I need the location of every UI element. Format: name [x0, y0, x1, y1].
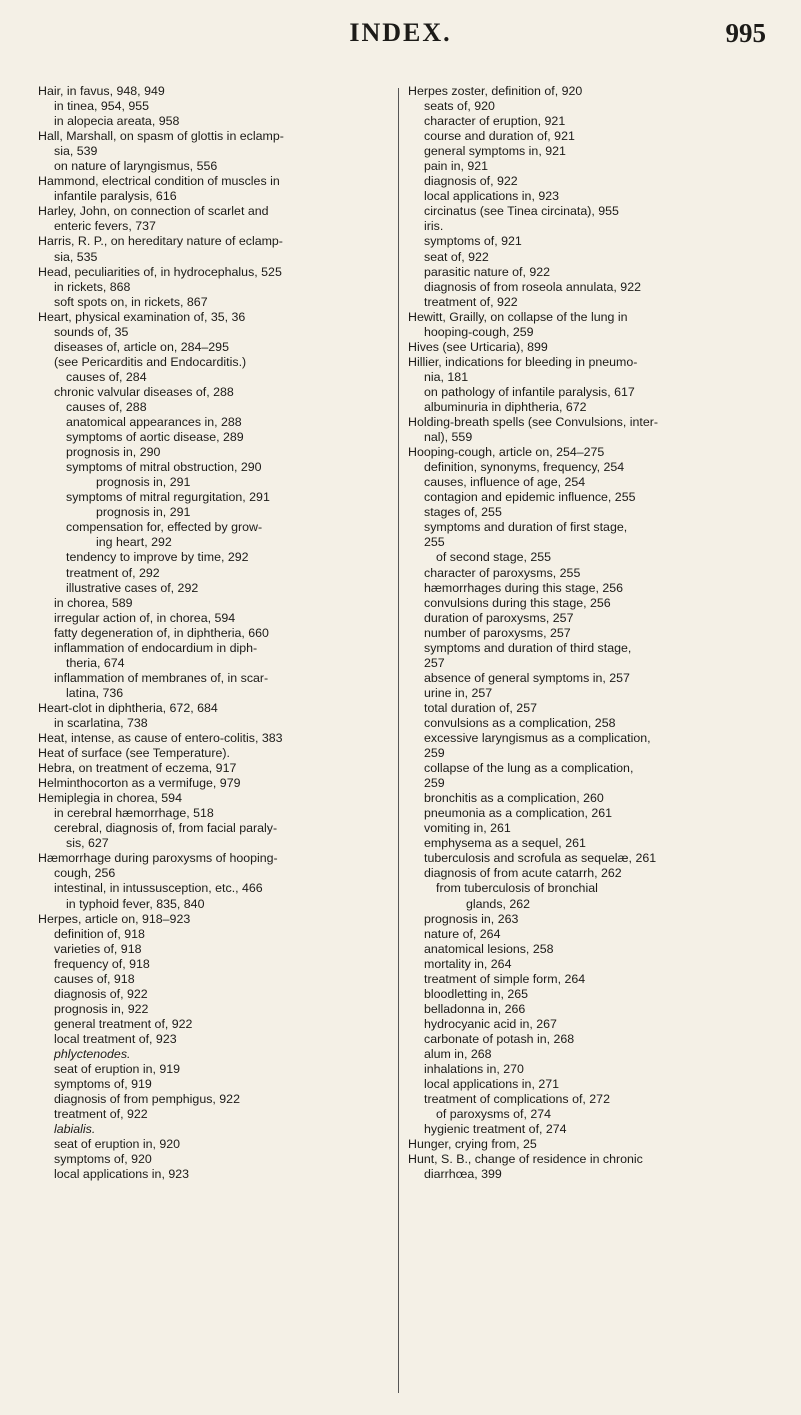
- index-entry: 259: [424, 746, 445, 761]
- index-entry: irregular action of, in chorea, 594: [54, 610, 236, 625]
- index-entry: 255: [424, 535, 445, 550]
- index-entry: collapse of the lung as a complication,: [424, 761, 634, 776]
- index-entry: labialis.: [54, 1122, 96, 1137]
- index-entry: Hammond, electrical condition of muscles in: [38, 174, 280, 189]
- index-entry: symptoms of, 920: [54, 1152, 152, 1167]
- index-entry: causes of, 284: [66, 369, 147, 384]
- index-entry: Hæmorrhage during paroxysms of hooping-: [38, 851, 278, 866]
- index-entry: pain in, 921: [424, 159, 489, 174]
- index-entry: sounds of, 35: [54, 324, 129, 339]
- index-entry: symptoms of, 921: [424, 234, 522, 249]
- index-entry: prognosis in, 291: [96, 505, 191, 520]
- index-entry: infantile paralysis, 616: [54, 189, 177, 204]
- index-entry: Hunt, S. B., change of residence in chronic: [408, 1152, 643, 1167]
- index-entry: prognosis in, 290: [66, 445, 161, 460]
- index-entry: hydrocyanic acid in, 267: [424, 1016, 557, 1031]
- index-entry: hygienic treatment of, 274: [424, 1122, 567, 1137]
- page-number: 995: [725, 18, 766, 48]
- index-entry: diarrhœa, 399: [424, 1167, 502, 1182]
- index-entry: bloodletting in, 265: [424, 986, 529, 1001]
- index-entry: 259: [424, 776, 445, 791]
- index-entry: local applications in, 271: [424, 1077, 560, 1092]
- index-entry: Hives (see Urticaria), 899: [408, 339, 548, 354]
- index-entry: mortality in, 264: [424, 956, 512, 971]
- right-index-column: [408, 84, 773, 1182]
- index-entry: emphysema as a sequel, 261: [424, 836, 586, 851]
- index-entry: varieties of, 918: [54, 941, 142, 956]
- index-entry: diagnosis of from pemphigus, 922: [54, 1092, 240, 1107]
- index-entry: in rickets, 868: [54, 279, 131, 294]
- index-entry: causes of, 918: [54, 971, 135, 986]
- index-entry: seats of, 920: [424, 99, 495, 114]
- index-entry: Hemiplegia in chorea, 594: [38, 791, 182, 806]
- index-entry: Herpes, article on, 918–923: [38, 911, 191, 926]
- index-entry: Head, peculiarities of, in hydrocephalus, 525: [38, 264, 282, 279]
- index-entry: Hunger, crying from, 25: [408, 1137, 537, 1152]
- page-header: [0, 18, 801, 58]
- index-entry: Heart, physical examination of, 35, 36: [38, 309, 246, 324]
- index-entry: stages of, 255: [424, 505, 502, 520]
- index-entry: sia, 539: [54, 144, 98, 159]
- index-entry: Hebra, on treatment of eczema, 917: [38, 761, 237, 776]
- index-entry: symptoms of mitral obstruction, 290: [66, 460, 262, 475]
- index-entry: absence of general symptoms in, 257: [424, 670, 630, 685]
- index-entry: pneumonia as a complication, 261: [424, 806, 613, 821]
- index-entry: soft spots on, in rickets, 867: [54, 294, 208, 309]
- index-entry: diagnosis of from acute catarrh, 262: [424, 866, 622, 881]
- index-entry: local treatment of, 923: [54, 1031, 177, 1046]
- index-entry: latina, 736: [66, 685, 124, 700]
- index-entry: treatment of, 292: [66, 565, 160, 580]
- index-entry: circinatus (see Tinea circinata), 955: [424, 204, 619, 219]
- index-entry: of second stage, 255: [436, 550, 552, 565]
- index-entry: diagnosis of, 922: [54, 986, 148, 1001]
- index-entry: Helminthocorton as a vermifuge, 979: [38, 776, 241, 791]
- index-entry: Harris, R. P., on hereditary nature of eclamp-: [38, 234, 283, 249]
- page-title: INDEX.: [349, 18, 452, 47]
- index-entry: carbonate of potash in, 268: [424, 1031, 575, 1046]
- index-entry: convulsions as a complication, 258: [424, 715, 616, 730]
- index-entry: character of eruption, 921: [424, 114, 566, 129]
- index-entry: vomiting in, 261: [424, 821, 511, 836]
- index-entry: tuberculosis and scrofula as sequelæ, 261: [424, 851, 657, 866]
- index-entry: nia, 181: [424, 369, 469, 384]
- index-entry: diagnosis of, 922: [424, 174, 518, 189]
- index-entry: cough, 256: [54, 866, 116, 881]
- index-entry: tendency to improve by time, 292: [66, 550, 249, 565]
- index-entry: Harley, John, on connection of scarlet and: [38, 204, 269, 219]
- index-entry: inflammation of endocardium in diph-: [54, 640, 258, 655]
- index-entry: phlyctenodes.: [54, 1047, 131, 1061]
- index-entry: anatomical appearances in, 288: [66, 415, 242, 430]
- index-entry: on pathology of infantile paralysis, 617: [424, 384, 635, 399]
- index-entry: treatment of complications of, 272: [424, 1092, 610, 1107]
- index-entry: (see Pericarditis and Endocarditis.): [54, 354, 247, 369]
- index-entry: compensation for, effected by grow-: [66, 520, 263, 535]
- index-entry: 257: [424, 655, 445, 670]
- index-entry: in chorea, 589: [54, 595, 133, 610]
- index-entry: chronic valvular diseases of, 288: [54, 384, 234, 399]
- index-entry: in alopecia areata, 958: [54, 114, 180, 129]
- index-entry: ing heart, 292: [96, 535, 172, 550]
- index-entry: seat of, 922: [424, 249, 489, 264]
- index-entry: causes of, 288: [66, 399, 147, 414]
- left-index-column: [38, 84, 378, 1182]
- index-entry: local applications in, 923: [424, 189, 560, 204]
- index-entry: definition, synonyms, frequency, 254: [424, 460, 625, 475]
- index-entry: hæmorrhages during this stage, 256: [424, 580, 624, 595]
- index-entry: seat of eruption in, 920: [54, 1137, 181, 1152]
- index-entry: Heat of surface (see Temperature).: [38, 746, 230, 761]
- index-entry: iris.: [424, 219, 444, 234]
- index-entry: belladonna in, 266: [424, 1001, 526, 1016]
- index-entry: symptoms of, 919: [54, 1077, 152, 1092]
- index-entry: Hair, in favus, 948, 949: [38, 84, 165, 98]
- index-entry: causes, influence of age, 254: [424, 475, 586, 490]
- index-entry: duration of paroxysms, 257: [424, 610, 574, 625]
- index-entry: contagion and epidemic influence, 255: [424, 490, 636, 505]
- index-entry: inflammation of membranes of, in scar-: [54, 670, 269, 685]
- index-entry: hooping-cough, 259: [424, 324, 534, 339]
- index-entry: treatment of, 922: [54, 1107, 148, 1122]
- index-entry: treatment of, 922: [424, 294, 518, 309]
- index-entry: nature of, 264: [424, 926, 501, 941]
- index-entry: diagnosis of from roseola annulata, 922: [424, 279, 641, 294]
- index-entry: of paroxysms of, 274: [436, 1107, 552, 1122]
- index-entry: excessive laryngismus as a complication,: [424, 731, 651, 746]
- index-entry: definition of, 918: [54, 926, 145, 941]
- index-entry: symptoms of aortic disease, 289: [66, 430, 244, 445]
- index-entry: symptoms and duration of first stage,: [424, 520, 628, 535]
- index-entry: diseases of, article on, 284–295: [54, 339, 229, 354]
- index-entry: general treatment of, 922: [54, 1016, 193, 1031]
- index-entry: symptoms of mitral regurgitation, 291: [66, 490, 270, 505]
- index-entry: Hooping-cough, article on, 254–275: [408, 445, 605, 460]
- index-entry: course and duration of, 921: [424, 129, 575, 144]
- index-entry: bronchitis as a complication, 260: [424, 791, 604, 806]
- index-entry: on nature of laryngismus, 556: [54, 159, 218, 174]
- index-entry: symptoms and duration of third stage,: [424, 640, 632, 655]
- index-entry: Heat, intense, as cause of entero-colitis, 383: [38, 731, 283, 746]
- index-entry: number of paroxysms, 257: [424, 625, 571, 640]
- index-entry: nal), 559: [424, 430, 473, 445]
- index-entry: albuminuria in diphtheria, 672: [424, 399, 587, 414]
- index-entry: sis, 627: [66, 836, 109, 851]
- index-entry: treatment of simple form, 264: [424, 971, 586, 986]
- index-entry: theria, 674: [66, 655, 125, 670]
- index-entry: Holding-breath spells (see Convulsions, inter-: [408, 415, 658, 430]
- index-entry: from tuberculosis of bronchial: [436, 881, 598, 896]
- index-entry: intestinal, in intussusception, etc., 466: [54, 881, 263, 896]
- index-entry: Herpes zoster, definition of, 920: [408, 84, 583, 98]
- index-entry: total duration of, 257: [424, 700, 537, 715]
- index-entry: Hillier, indications for bleeding in pneumo-: [408, 354, 638, 369]
- index-entry: prognosis in, 922: [54, 1001, 149, 1016]
- index-entry: in scarlatina, 738: [54, 715, 148, 730]
- index-entry: in tinea, 954, 955: [54, 99, 150, 114]
- index-entry: seat of eruption in, 919: [54, 1062, 181, 1077]
- index-entry: in cerebral hæmorrhage, 518: [54, 806, 214, 821]
- index-entry: general symptoms in, 921: [424, 144, 566, 159]
- index-entry: prognosis in, 263: [424, 911, 519, 926]
- index-entry: enteric fevers, 737: [54, 219, 156, 234]
- index-entry: fatty degeneration of, in diphtheria, 660: [54, 625, 269, 640]
- index-entry: local applications in, 923: [54, 1167, 190, 1182]
- index-entry: Heart-clot in diphtheria, 672, 684: [38, 700, 218, 715]
- index-entry: in typhoid fever, 835, 840: [66, 896, 205, 911]
- index-entry: parasitic nature of, 922: [424, 264, 551, 279]
- index-entry: alum in, 268: [424, 1047, 492, 1061]
- index-entry: prognosis in, 291: [96, 475, 191, 490]
- index-entry: glands, 262: [466, 896, 531, 911]
- index-entry: character of paroxysms, 255: [424, 565, 581, 580]
- index-entry: sia, 535: [54, 249, 98, 264]
- index-entry: anatomical lesions, 258: [424, 941, 554, 956]
- index-entry: Hewitt, Grailly, on collapse of the lung in: [408, 309, 628, 324]
- index-entry: inhalations in, 270: [424, 1062, 524, 1077]
- index-entry: frequency of, 918: [54, 956, 150, 971]
- index-entry: urine in, 257: [424, 685, 493, 700]
- index-entry: cerebral, diagnosis of, from facial paraly-: [54, 821, 278, 836]
- index-entry: convulsions during this stage, 256: [424, 595, 611, 610]
- index-entry: Hall, Marshall, on spasm of glottis in eclamp-: [38, 129, 284, 144]
- index-entry: illustrative cases of, 292: [66, 580, 199, 595]
- column-divider: [398, 88, 399, 1393]
